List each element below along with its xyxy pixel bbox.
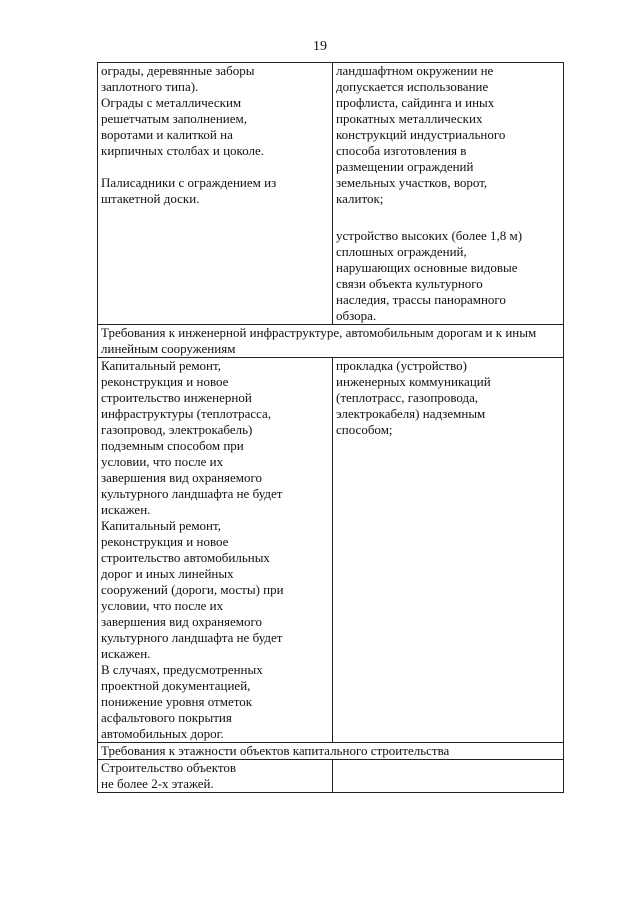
text-roads-allowed: Капитальный ремонт, реконструкция и новое строительство автомобильных дорог и иных линейных сооружений (дороги, мосты) при условии, что после их завершения вид охраняемого культурного ландшафта не будет искажен.	[101, 518, 284, 661]
text-front-gardens: Палисадники с ограждением из штакетной доски.	[101, 175, 277, 206]
table-section-header	[98, 743, 564, 760]
header-infrastructure: Требования к инженерной инфраструктуре, автомобильным дорогам и к иным линейным сооружениям	[98, 325, 564, 358]
table-row-fences	[98, 63, 564, 325]
text-overhead-prohibited: прокладка (устройство) инженерных коммуникаций (теплотрасс, газопровода, электрокабеля) надземным способом;	[336, 358, 491, 437]
page-number: 19	[313, 39, 327, 54]
cell-allowed-infrastructure	[98, 358, 333, 743]
requirements-table	[97, 62, 564, 793]
text-high-fences: устройство высоких (более 1,8 м) сплошных ограждений, нарушающих основные видовые связи объекта культурного наследия, трассы панорамного обзора.	[336, 228, 523, 323]
cell-prohibited-storeys	[333, 760, 564, 793]
text-asphalt-lowering: В случаях, предусмотренных проектной документацией, понижение уровня отметок асфальтового покрытия автомобильных дорог.	[101, 662, 263, 741]
text-fences-allowed: ограды, деревянные заборы заплотного типа). Ограды с металлическим решетчатым заполнением, воротами и калиткой на кирпичных столбах и цоколе.	[101, 63, 265, 158]
text-fences-prohibited: ландшафтном окружении не допускается использование профлиста, сайдинга и иных прокатных металлических конструкций индустриального способа изготовления в размещении ограждений земельных участков, ворот, калиток;	[336, 63, 506, 206]
text-engineering-allowed: Капитальный ремонт, реконструкция и новое строительство инженерной инфраструктуры (теплотрасса, газопровод, электрокабель) подземным способом при условии, что после их завершения вид охраняемого культурного ландшафта не будет искажен.	[101, 358, 283, 517]
cell-allowed-storeys	[98, 760, 333, 793]
table-row-storeys	[98, 760, 564, 793]
cell-prohibited-infrastructure	[333, 358, 564, 743]
header-storeys: Требования к этажности объектов капитального строительства	[98, 743, 564, 760]
cell-allowed-fences	[98, 63, 333, 325]
cell-prohibited-fences	[333, 63, 564, 325]
table-row-infrastructure	[98, 358, 564, 743]
text-storeys-limit: Строительство объектов не более 2-х этажей.	[101, 760, 236, 791]
table-section-header	[98, 325, 564, 358]
